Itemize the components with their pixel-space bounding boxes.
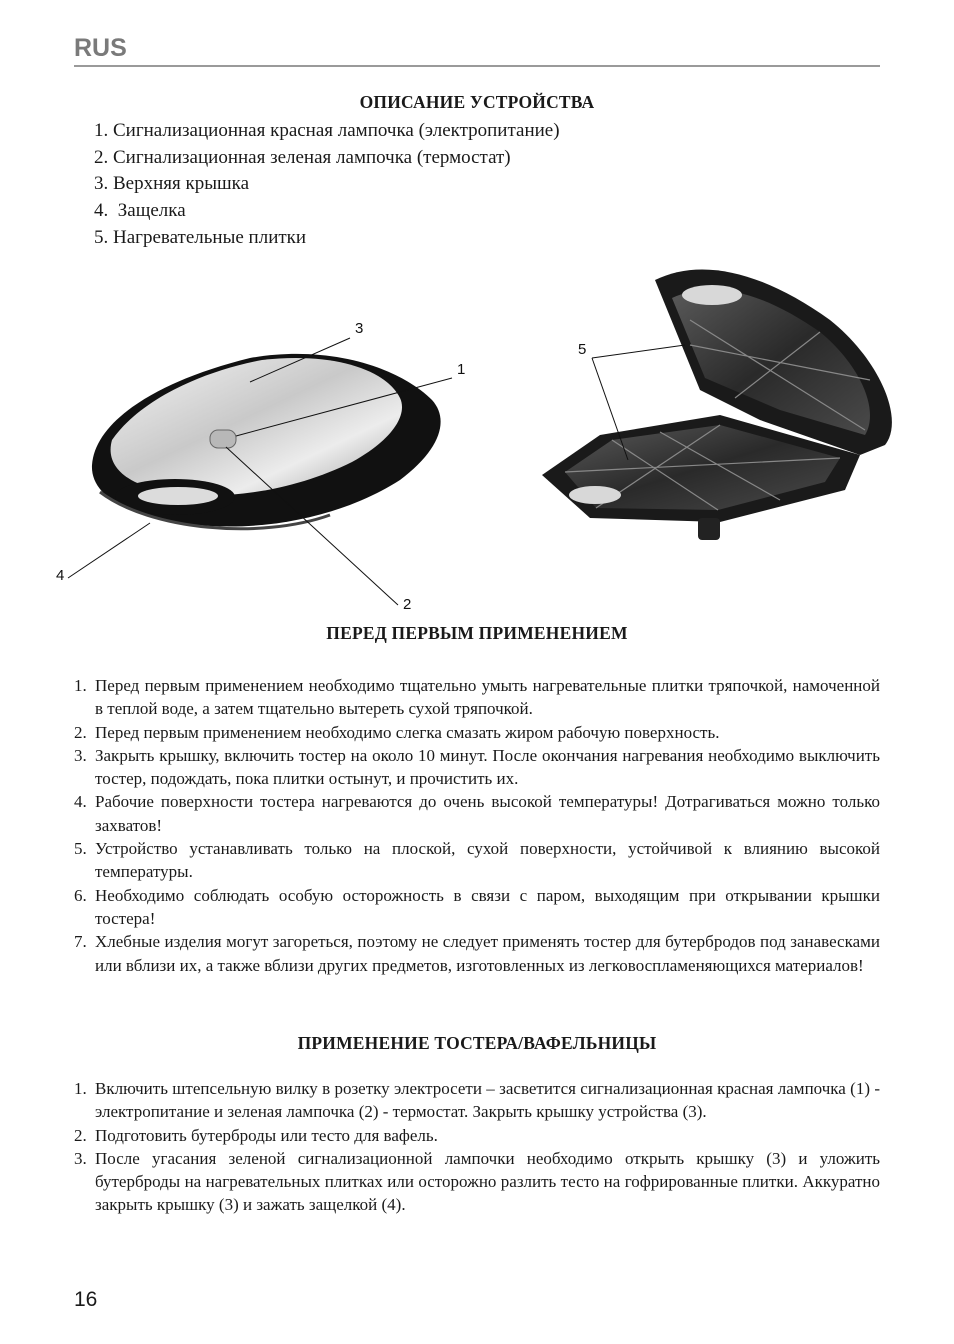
callout-label-4: 4: [56, 567, 65, 584]
parts-list: [94, 118, 560, 252]
list-item: 5. Устройство устанавливать только на плоской, сухой поверхности, устойчивой к влиянию высокой температуры.: [74, 839, 880, 882]
list-item: 1. Перед первым применением необходимо тщательно умыть нагревательные плитки тряпочкой, намоченной в теплой воде, а затем тщательно вытереть сухой тряпочкой.: [74, 676, 880, 719]
open-toaster-image: [542, 269, 892, 540]
header-rule: [74, 65, 880, 67]
list-item: 3. Закрыть крышку, включить тостер на около 10 минут. После окончания нагревания необходимо выключить тостер, подождать, пока плитки остынут, и прочистить их.: [74, 745, 880, 789]
list-item: 2. Подготовить бутерброды или тесто для вафель.: [74, 1125, 438, 1145]
section-title-description: ОПИСАНИЕ УСТРОЙСТВА: [359, 92, 595, 112]
parts-list-item: 3. Верхняя крышка: [94, 173, 250, 195]
callout-label-5: 5: [578, 341, 587, 358]
toaster-illustration: [0, 250, 954, 620]
section-title-usage: ПРИМЕНЕНИЕ ТОСТЕРА/ВАФЕЛЬНИЦЫ: [297, 1033, 657, 1053]
callout-label-2: 2: [403, 596, 412, 613]
list-item: 7. Хлебные изделия могут загореться, поэтому не следует применять тостер для бутербродов под занавесками или вблизи их, а также вблизи других предметов, изготовленных из легковоспламеняющихся материалов!: [74, 932, 880, 975]
before-use-list: [74, 674, 880, 977]
callout-label-1: 1: [457, 361, 466, 378]
callout-label-3: 3: [355, 320, 364, 337]
list-item: 1. Включить штепсельную вилку в розетку электросети – засветится сигнализационная красная лампочка (1) - электропитание и зеленая лампочка (2) - термостат. Закрыть крышку устройства (3).: [74, 1079, 880, 1122]
parts-list-item: 4. Защелка: [94, 200, 186, 222]
parts-list-item: 5. Нагревательные плитки: [94, 226, 307, 248]
usage-list: [74, 1077, 880, 1217]
closed-toaster-image: [92, 354, 441, 529]
page-number: 16: [74, 1288, 98, 1311]
list-item: 2. Перед первым применением необходимо слегка смазать жиром рабочую поверхность.: [74, 722, 720, 742]
list-item: 6. Необходимо соблюдать особую осторожность в связи с паром, выходящим при открывании крышки тостера!: [74, 885, 880, 928]
parts-list-item: 1. Сигнализационная красная лампочка (электропитание): [94, 120, 560, 141]
section-title-before-first-use: ПЕРЕД ПЕРВЫМ ПРИМЕНЕНИЕМ: [326, 623, 628, 643]
list-item: 3. После угасания зеленой сигнализационной лампочки необходимо открыть крышку (3) и уложить бутерброды на нагревательных плитках или осторожно разлить тесто на гофрированные плитки. Аккуратно закрыть крышку (3) и зажать защелкой (4).: [74, 1148, 880, 1215]
parts-list-item: 2. Сигнализационная зеленая лампочка (термостат): [94, 146, 511, 168]
language-label: RUS: [74, 34, 127, 62]
list-item: 4. Рабочие поверхности тостера нагреваются до очень высокой температуры! Дотрагиваться можно только захватов!: [74, 792, 880, 835]
